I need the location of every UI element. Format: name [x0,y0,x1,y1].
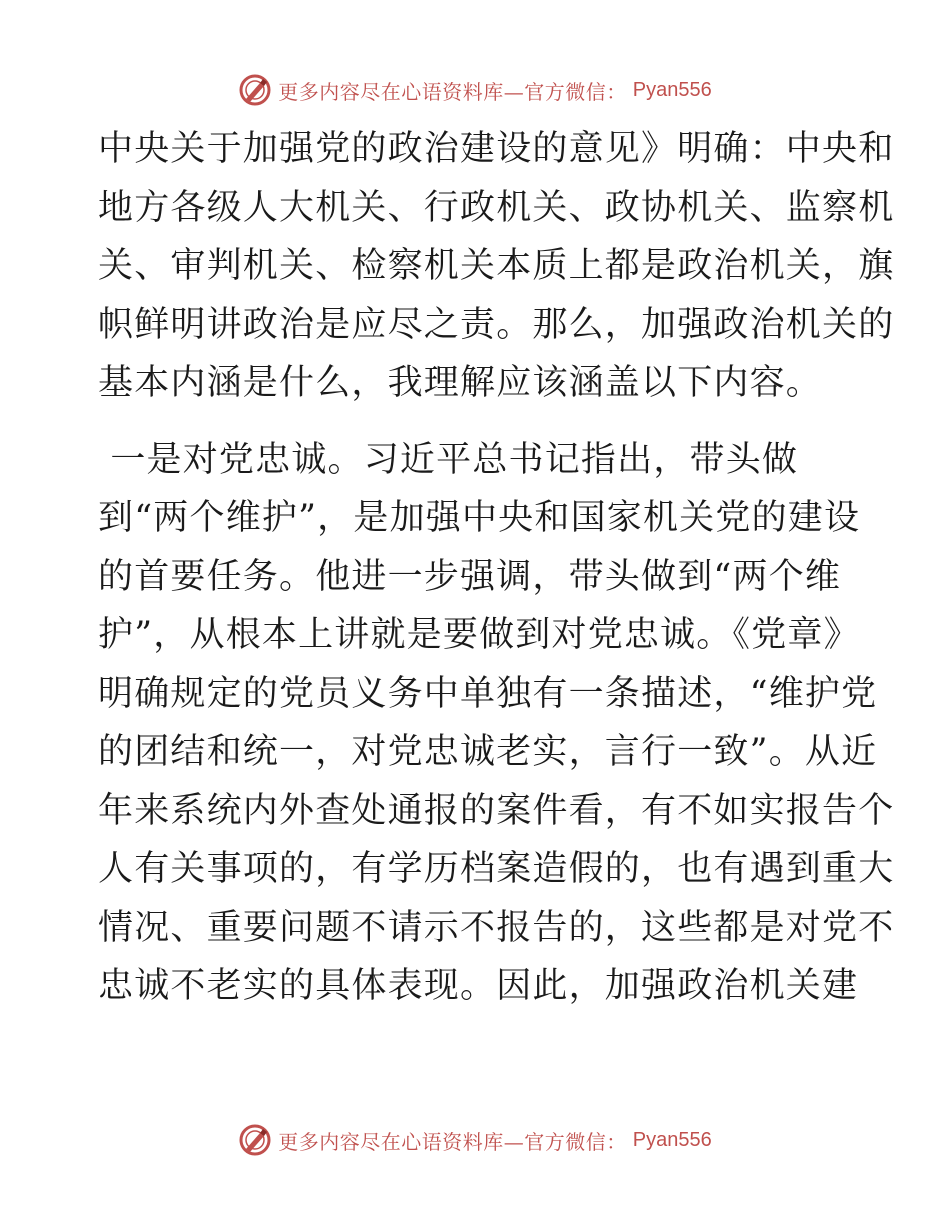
text-line: 忠诚不老实的具体表现。因此，加强政治机关建 [98,966,859,1006]
paragraph-spacer [98,413,858,431]
paragraph-2 [98,431,895,1016]
text-line: 到“两个维护”，是加强中央和国家机关党的建设 [98,498,861,538]
text-line: 关、审判机关、检察机关本质上都是政治机关，旗 [98,246,895,286]
text-line: 年来系统内外查处通报的案件看，有不如实报告个 [98,790,895,831]
pen-logo-icon [238,73,272,107]
text-line: 基本内涵是什么，我理解应该涵盖以下内容。 [98,363,823,403]
document-body [98,120,895,1016]
text-line: 一是对党忠诚。习近平总书记指出，带头做 [98,439,799,480]
text-line: 护”，从根本上讲就是要做到对党忠诚。《党章》 [98,615,860,655]
text-line: 的团结和统一，对党忠诚老实，言行一致”。从近 [98,732,878,772]
pen-logo-icon [238,1123,272,1157]
paragraph-1 [98,120,895,413]
text-line: 帜鲜明讲政治是应尽之责。那么，加强政治机关的 [98,304,895,345]
text-line: 人有关事项的，有学历档案造假的，也有遇到重大 [98,849,895,889]
footer-watermark [0,1120,950,1160]
header-watermark [0,70,950,110]
watermark-handle: Pyan556 [632,78,712,101]
text-line: 中央关于加强党的政治建设的意见》明确：中央和 [98,129,895,169]
text-line: 明确规定的党员义务中单独有一条描述，“维护党 [98,673,878,714]
text-line: 地方各级人大机关、行政机关、政协机关、监察机 [98,187,895,228]
text-line: 的首要任务。他进一步强调，带头做到“两个维 [98,556,842,597]
watermark-text: 更多内容尽在心语资料库—官方微信： [278,1129,627,1154]
watermark-text: 更多内容尽在心语资料库—官方微信： [278,79,627,104]
text-line: 情况、重要问题不请示不报告的，这些都是对党不 [98,907,895,948]
watermark-handle: Pyan556 [632,1128,712,1151]
